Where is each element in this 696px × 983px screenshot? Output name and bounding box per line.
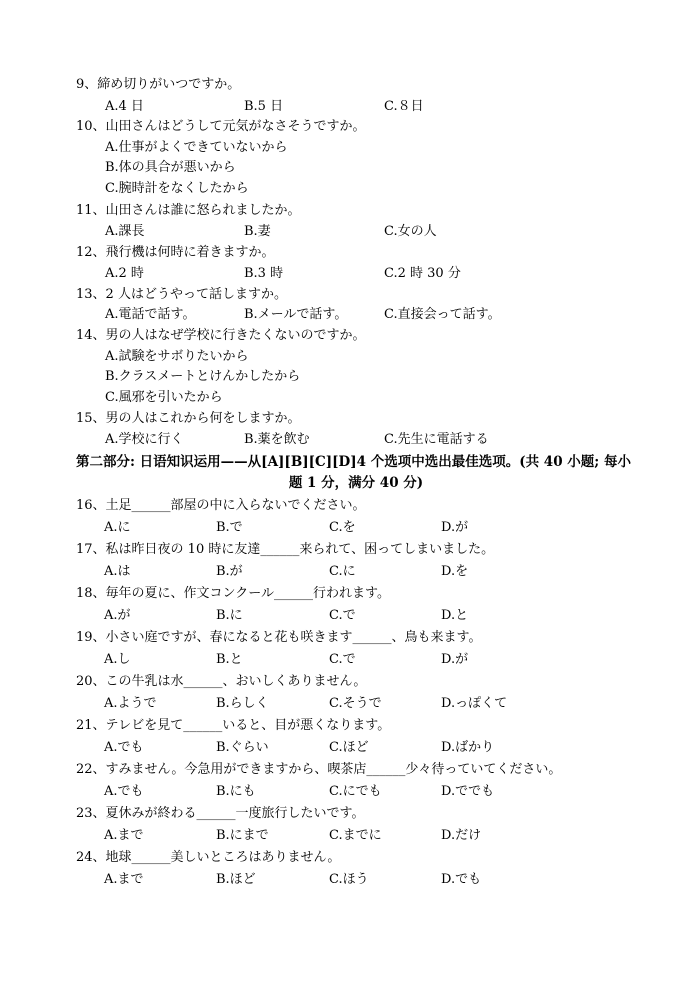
option-10b: B.体の具合が悪いから	[105, 160, 236, 175]
option-20d: D.っぽくて	[441, 696, 508, 711]
question-10: 10、山田さんはどうして元気がなさそうですか。	[76, 119, 366, 134]
option-12b: B.3 時	[244, 266, 284, 281]
option-22a: A.でも	[104, 784, 144, 799]
option-17b: B.が	[216, 564, 243, 579]
option-16d: D.が	[441, 520, 469, 535]
option-19a: A.し	[104, 652, 131, 667]
option-18a: A.が	[104, 608, 131, 623]
option-10c: C.腕時計をなくしたから	[105, 181, 249, 196]
option-16b: B.で	[216, 520, 243, 535]
option-9b: B.5 日	[244, 99, 284, 114]
question-9: 9、締め切りがいつですか。	[76, 77, 241, 92]
question-13: 13、2 人はどうやって話しますか。	[76, 287, 287, 302]
option-11c: C.女の人	[384, 224, 437, 239]
option-11a: A.課長	[105, 224, 145, 239]
option-23a: A.まで	[104, 828, 144, 843]
question-24: 24、地球______美しいところはありません。	[76, 850, 341, 865]
option-22d: D.ででも	[441, 784, 495, 799]
option-24a: A.まで	[104, 872, 144, 887]
option-23c: C.までに	[329, 828, 382, 843]
option-15c: C.先生に電話する	[384, 432, 489, 447]
option-19b: B.と	[216, 652, 243, 667]
option-19c: C.で	[329, 652, 356, 667]
question-17: 17、私は昨日夜の 10 時に友達______来られて、困ってしまいました。	[76, 542, 495, 557]
option-18d: D.と	[441, 608, 469, 623]
option-17d: D.を	[441, 564, 469, 579]
option-10a: A.仕事がよくできていないから	[105, 140, 288, 155]
question-16: 16、土足______部屋の中に入らないでください。	[76, 498, 366, 513]
option-17c: C.に	[329, 564, 356, 579]
option-24c: C.ほう	[329, 872, 369, 887]
option-21b: B.ぐらい	[216, 740, 269, 755]
option-18b: B.に	[216, 608, 243, 623]
option-21c: C.ほど	[329, 740, 369, 755]
question-21: 21、テレビを見て______いると、目が悪くなります。	[76, 718, 391, 733]
option-9a: A.4 日	[105, 99, 144, 114]
option-20c: C.そうで	[329, 696, 382, 711]
part2-heading-line2: 题 1 分，满分 40 分)	[288, 475, 424, 491]
option-12a: A.2 時	[105, 266, 144, 281]
option-15a: A.学校に行く	[105, 432, 184, 447]
question-14: 14、男の人はなぜ学校に行きたくないのですか。	[76, 328, 366, 343]
option-17a: A.は	[104, 564, 131, 579]
option-14a: A.試験をサボりたいから	[105, 349, 249, 364]
option-23b: B.にまで	[216, 828, 269, 843]
option-14c: C.風邪を引いたから	[105, 390, 223, 405]
question-20: 20、この牛乳は水______、おいしくありません。	[76, 674, 367, 689]
option-15b: B.薬を飲む	[244, 432, 310, 447]
option-21a: A.でも	[104, 740, 144, 755]
option-21d: D.ばかり	[441, 740, 495, 755]
question-15: 15、男の人はこれから何をしますか。	[76, 411, 301, 426]
option-13b: B.メールで話す。	[244, 307, 348, 322]
option-20a: A.ようで	[104, 696, 157, 711]
option-11b: B.妻	[244, 224, 271, 239]
option-16a: A.に	[104, 520, 131, 535]
option-20b: B.らしく	[216, 696, 269, 711]
option-9c: C.８日	[384, 99, 424, 114]
option-18c: C.で	[329, 608, 356, 623]
option-13a: A.電話で話す。	[105, 307, 196, 322]
option-19d: D.が	[441, 652, 469, 667]
option-13c: C.直接会って話す。	[384, 307, 501, 322]
option-24b: B.ほど	[216, 872, 256, 887]
option-22c: C.にでも	[329, 784, 382, 799]
question-19: 19、小さい庭ですが、春になると花も咲きます______、鳥も来ます。	[76, 630, 482, 645]
option-16c: C.を	[329, 520, 356, 535]
option-24d: D.でも	[441, 872, 482, 887]
question-12: 12、飛行機は何時に着きますか。	[76, 245, 275, 260]
part2-heading: 第二部分: 日语知识运用——从[A][B][C][D]4 个选项中选出最佳选项。(共 40 小题; 每小	[76, 454, 631, 470]
option-12c: C.2 時 30 分	[384, 266, 461, 281]
question-11: 11、山田さんは誰に怒られましたか。	[76, 203, 301, 218]
option-22b: B.にも	[216, 784, 256, 799]
question-23: 23、夏休みが終わる______一度旅行したいです。	[76, 806, 365, 821]
option-23d: D.だけ	[441, 828, 482, 843]
question-18: 18、毎年の夏に、作文コンクール______行われます。	[76, 586, 390, 601]
question-22: 22、すみません。今急用ができますから、喫茶店______少々待っていてください。	[76, 762, 562, 777]
option-14b: B.クラスメートとけんかしたから	[105, 369, 301, 384]
